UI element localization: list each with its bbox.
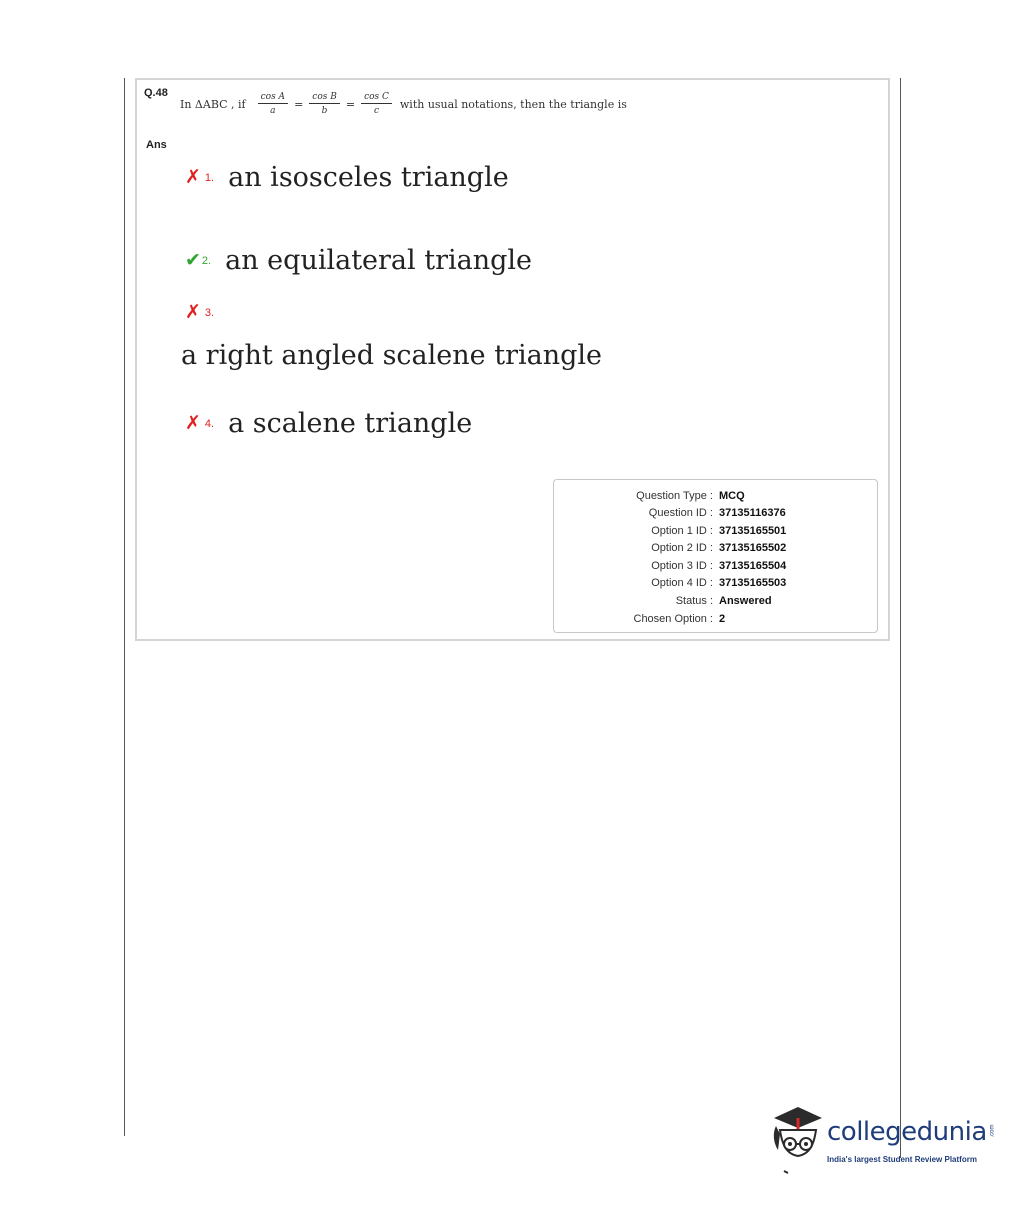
student-mascot-icon — [768, 1104, 826, 1174]
cross-icon: ✗ — [185, 412, 201, 434]
info-chosen-option: Chosen Option : 2 — [633, 613, 726, 625]
info-question-id: Question ID : 37135116376 — [648, 507, 786, 519]
option-number: 4. — [204, 417, 215, 430]
option-number: 1. — [204, 171, 215, 184]
cross-icon: ✗ — [185, 166, 201, 188]
option-text: a right angled scalene triangle — [181, 340, 602, 371]
collegedunia-logo — [768, 1104, 998, 1174]
info-status: Status : Answered — [675, 595, 772, 607]
info-option4-id: Option 4 ID : 37135165503 — [651, 577, 787, 589]
info-question-type: Question Type : MCQ — [636, 490, 745, 502]
logo-wordmark: collegedunia — [827, 1117, 987, 1147]
option-text: an equilateral triangle — [225, 245, 533, 276]
answer-label: Ans — [146, 139, 167, 151]
info-option2-id: Option 2 ID : 37135165502 — [651, 542, 787, 554]
option-text: a scalene triangle — [228, 408, 473, 439]
equals-sign: = — [294, 97, 304, 111]
option-3-marker — [185, 303, 228, 322]
info-option3-id: Option 3 ID : 37135165504 — [651, 560, 787, 572]
fraction-cos-b: $\frac{\text{cos B}}{b}$ — [309, 92, 340, 116]
cross-icon: ✗ — [185, 301, 201, 323]
question-info-box — [553, 479, 878, 633]
logo-com: .com — [989, 1124, 996, 1138]
checkmark-icon: ✔ — [185, 249, 201, 271]
option-1 — [185, 162, 509, 193]
option-number: 2. — [201, 254, 212, 267]
option-text: an isosceles triangle — [228, 162, 509, 193]
question-number: Q.48 — [144, 87, 168, 99]
fraction-cos-a: $\frac{\text{cos A}}{a}$ — [258, 92, 288, 116]
question-text — [180, 92, 627, 116]
question-prefix: In ΔABC , if — [180, 97, 246, 111]
right-page-rule — [900, 78, 901, 1158]
option-3 — [181, 340, 602, 371]
logo-tagline: India's largest Student Review Platform — [827, 1155, 977, 1164]
fraction-cos-c: $\frac{\text{cos C}}{c}$ — [361, 92, 392, 116]
option-2 — [185, 245, 532, 276]
option-4 — [185, 408, 472, 439]
question-suffix: with usual notations, then the triangle is — [399, 97, 627, 111]
left-page-rule — [124, 78, 125, 1136]
equals-sign: = — [345, 97, 356, 111]
info-option1-id: Option 1 ID : 37135165501 — [651, 525, 787, 537]
option-number: 3. — [204, 306, 215, 319]
